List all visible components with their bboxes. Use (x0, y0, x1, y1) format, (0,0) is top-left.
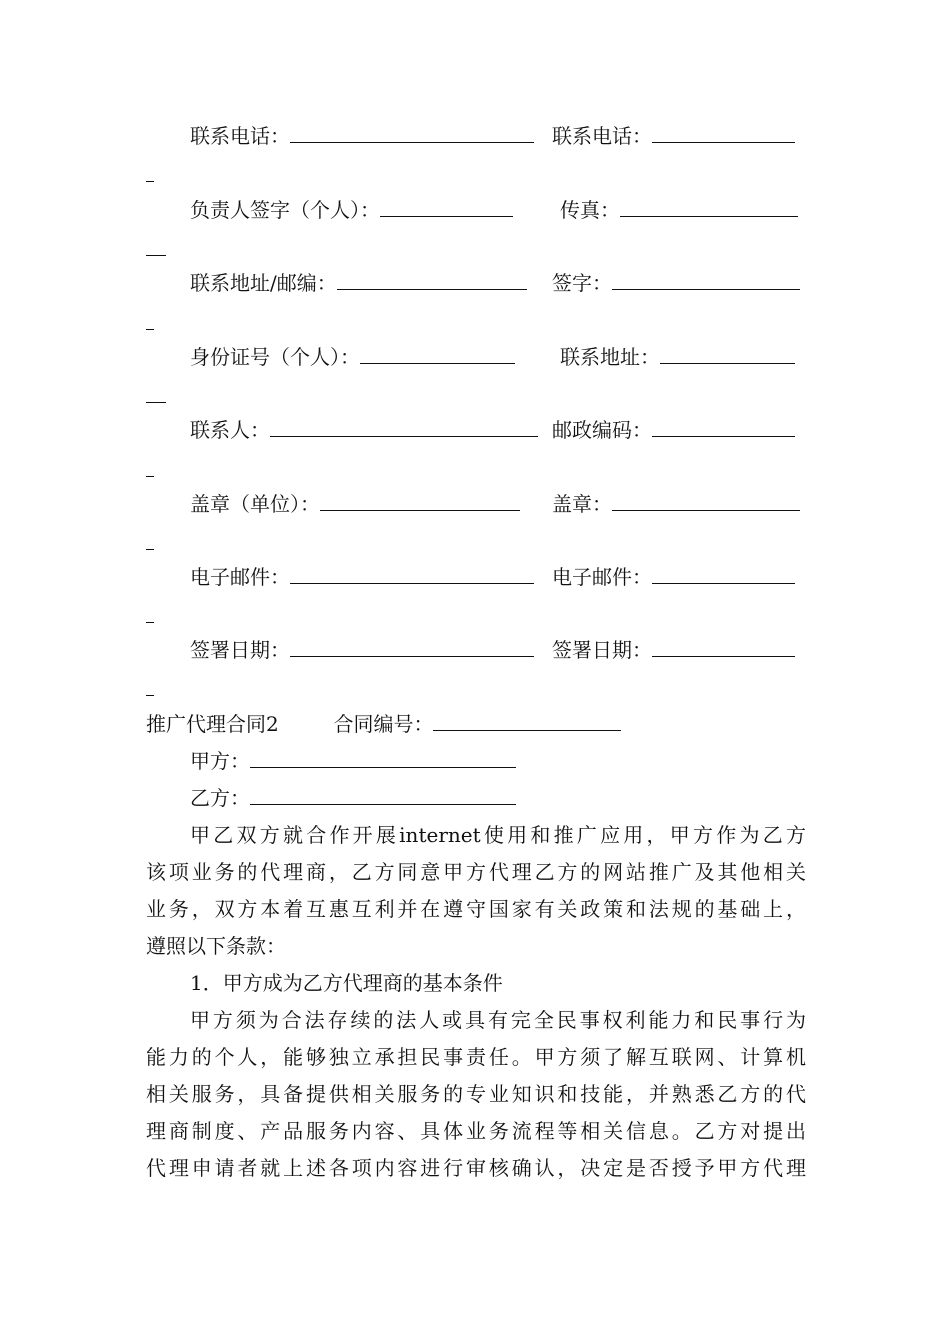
blank-line-wrap (146, 476, 154, 478)
blank-line[interactable] (652, 416, 795, 437)
field-label: 签字： (552, 271, 612, 295)
contract-number-blank[interactable] (433, 710, 621, 731)
blank-line[interactable] (612, 269, 800, 290)
paragraph-line: 甲乙双方就合作开展internet使用和推广应用，甲方作为乙方 (190, 823, 806, 847)
contract-title: 推广代理合同2 (146, 712, 279, 736)
party-b-blank[interactable] (250, 784, 516, 805)
blank-line[interactable] (612, 490, 800, 511)
blank-line[interactable] (380, 196, 513, 217)
blank-line-wrap (146, 402, 166, 404)
blank-line[interactable] (337, 269, 527, 290)
blank-line[interactable] (270, 416, 538, 437)
paragraph-line: 理商制度、产品服务内容、具体业务流程等相关信息。乙方对提出 (146, 1119, 806, 1143)
signature-row (190, 415, 808, 445)
party-a-line (190, 746, 516, 776)
party-a-blank[interactable] (250, 747, 516, 768)
paragraph-line: 业务，双方本着互惠互利并在遵守国家有关政策和法规的基础上， (146, 897, 806, 921)
field-label: 联系电话： (190, 124, 290, 148)
signature-row (190, 635, 808, 665)
blank-line[interactable] (652, 563, 795, 584)
blank-line[interactable] (290, 636, 534, 657)
paragraph-line: 能力的个人，能够独立承担民事责任。甲方须了解互联网、计算机 (146, 1045, 806, 1069)
paragraph-line: 遵照以下条款： (146, 934, 286, 958)
paragraph-line: 该项业务的代理商，乙方同意甲方代理乙方的网站推广及其他相关 (146, 860, 806, 884)
blank-line-wrap (146, 329, 154, 331)
field-label: 身份证号（个人）： (190, 345, 360, 369)
contract-number-label: 合同编号： (333, 712, 434, 736)
party-a-label: 甲方： (190, 749, 250, 773)
field-label: 负责人签字（个人）： (190, 198, 380, 222)
paragraph-line: 甲方须为合法存续的法人或具有完全民事权利能力和民事行为 (190, 1008, 806, 1032)
blank-line[interactable] (620, 196, 798, 217)
field-label: 电子邮件： (552, 565, 652, 589)
blank-line-wrap (146, 622, 154, 624)
signature-row (190, 121, 808, 151)
signature-row (190, 489, 808, 519)
field-label: 联系电话： (552, 124, 652, 148)
field-label: 电子邮件： (190, 565, 290, 589)
field-label: 联系地址： (560, 345, 660, 369)
contract-title-line (146, 709, 621, 739)
field-label: 签署日期： (552, 638, 652, 662)
field-label: 签署日期： (190, 638, 290, 662)
section-heading: 1．甲方成为乙方代理商的基本条件 (190, 971, 503, 995)
party-b-line (190, 783, 516, 813)
signature-row (190, 562, 808, 592)
field-label: 盖章（单位）： (190, 492, 320, 516)
field-label: 传真： (560, 198, 620, 222)
signature-row (190, 342, 808, 372)
blank-line[interactable] (652, 122, 795, 143)
blank-line[interactable] (652, 636, 795, 657)
signature-row (190, 195, 808, 225)
field-label: 联系人： (190, 418, 270, 442)
party-b-label: 乙方： (190, 786, 250, 810)
blank-line-wrap (146, 695, 154, 697)
blank-line-wrap (146, 549, 154, 551)
blank-line[interactable] (290, 563, 534, 584)
paragraph-line: 代理申请者就上述各项内容进行审核确认，决定是否授予甲方代理 (146, 1156, 806, 1180)
signature-row (190, 268, 808, 298)
blank-line[interactable] (660, 343, 795, 364)
paragraph-line: 相关服务，具备提供相关服务的专业知识和技能，并熟悉乙方的代 (146, 1082, 806, 1106)
field-label: 邮政编码： (552, 418, 652, 442)
blank-line[interactable] (360, 343, 515, 364)
blank-line-wrap (146, 255, 166, 257)
field-label: 盖章： (552, 492, 612, 516)
field-label: 联系地址/邮编： (190, 271, 337, 295)
blank-line-wrap (146, 181, 154, 183)
blank-line[interactable] (320, 490, 520, 511)
blank-line[interactable] (290, 122, 534, 143)
